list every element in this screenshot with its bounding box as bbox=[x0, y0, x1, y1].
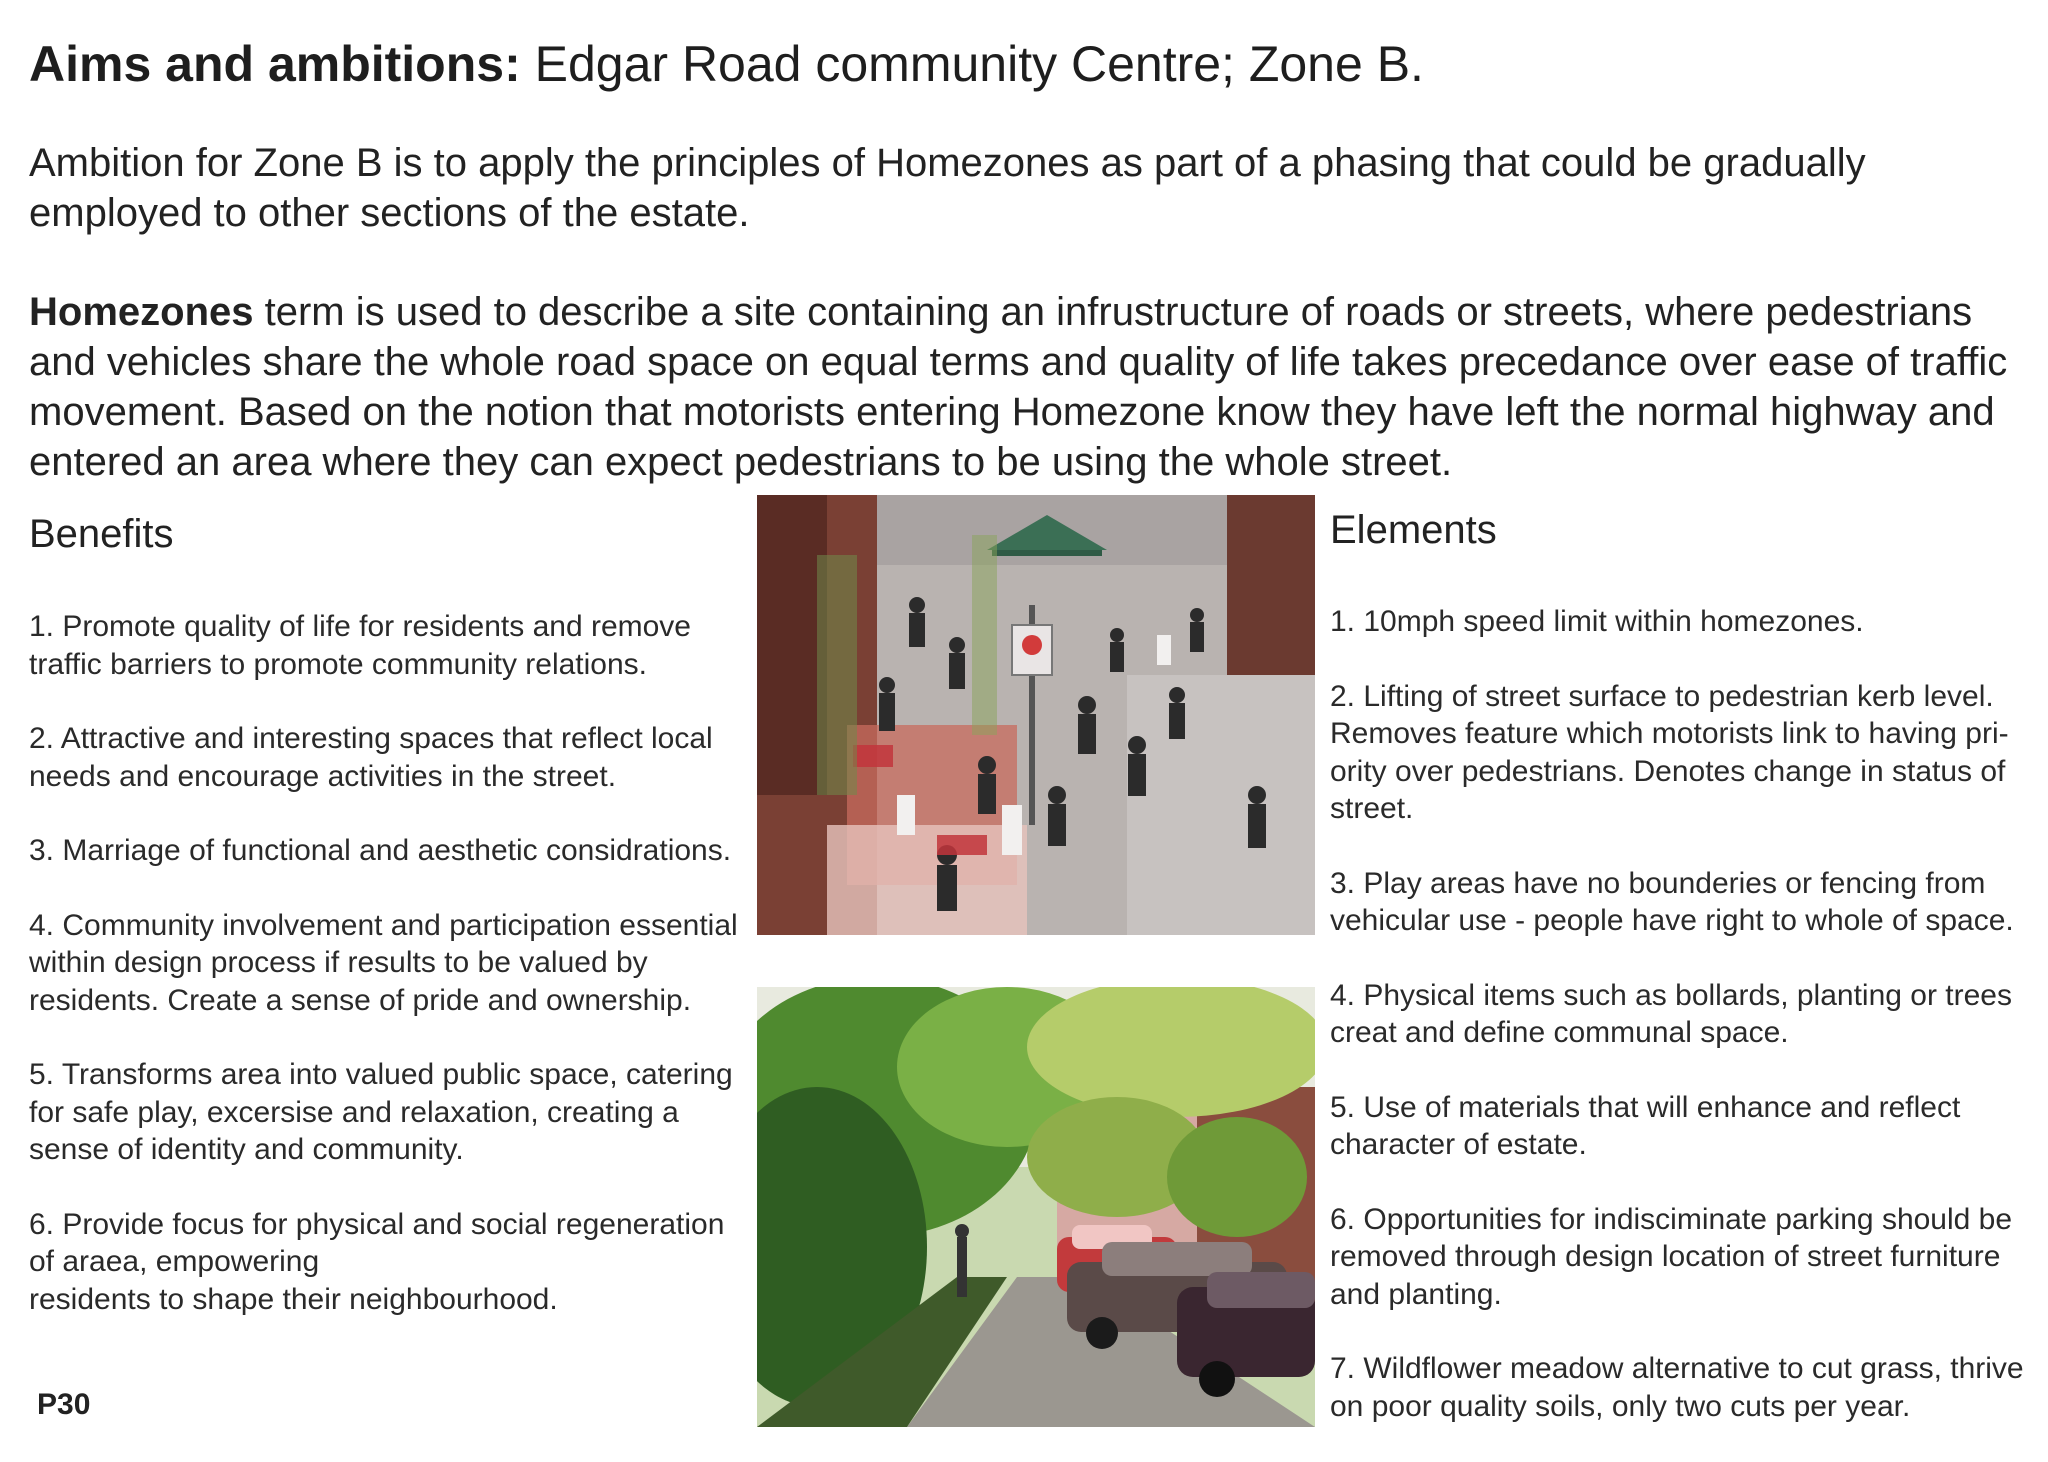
elements-heading: Elements bbox=[1330, 508, 1497, 552]
page-title bbox=[29, 34, 2019, 94]
elements-list bbox=[1330, 603, 2030, 1462]
list-item: 6. Opportunities for indisciminate parking should be removed through design location of street furniture and planting. bbox=[1330, 1202, 2013, 1311]
homezones-term: Homezones bbox=[29, 290, 254, 334]
list-item: 6. Provide focus for physical and social regeneration of araea, empowering residents to shape their neighbourhood. bbox=[29, 1207, 725, 1316]
list-item: 5. Transforms area into valued public space, catering for safe play, excersise and relaxation, creating a sense of identity and community. bbox=[29, 1058, 733, 1166]
list-item: 4. Physical items such as bollards, planting or trees creat and define communal space. bbox=[1330, 978, 2012, 1049]
benefits-list bbox=[29, 608, 749, 1355]
list-item: 1. 10mph speed limit within homezones. bbox=[1330, 605, 1864, 638]
street-festival-photo bbox=[757, 495, 1315, 935]
list-item: 1. Promote quality of life for residents and remove traffic barriers to promote community relations. bbox=[29, 610, 691, 681]
list-item: 3. Play areas have no bounderies or fencing from vehicular use - people have right to whole of space. bbox=[1330, 866, 2014, 937]
list-item: 3. Marriage of functional and aesthetic considrations. bbox=[29, 834, 732, 867]
homezones-definition: term is used to describe a site containing an infrustructure of roads or streets, where pedestrians and vehicles share the whole road space on equal terms and quality of life takes precedance over ease of traffic movement. Based on the notion that motorists entering Homezone know they have left the normal highway and entered an area where they can expect pedestrians to be using the whole street. bbox=[29, 290, 2008, 484]
list-item: 4. Community involvement and participation essential within design process if results to be valued by residents. Create a sense of pride and ownership. bbox=[29, 908, 738, 1017]
page-title-bold: Aims and ambitions: bbox=[29, 36, 521, 92]
list-item: 2. Attractive and interesting spaces that reflect local needs and encourage activities in the street. bbox=[29, 722, 713, 793]
benefits-heading: Benefits bbox=[29, 512, 174, 556]
homezones-paragraph bbox=[29, 287, 2019, 487]
page-title-rest: Edgar Road community Centre; Zone B. bbox=[520, 36, 1424, 92]
tree-lined-street-photo bbox=[757, 987, 1315, 1427]
list-item: 5. Use of materials that will enhance and reflect character of estate. bbox=[1330, 1090, 1961, 1161]
page-number: P30 bbox=[37, 1388, 91, 1421]
intro-paragraph: Ambition for Zone B is to apply the principles of Homezones as part of a phasing that could be gradually employed to other sections of the estate. bbox=[29, 141, 1866, 235]
list-item: 7. Wildflower meadow alternative to cut grass, thrive on poor quality soils, only two cuts per year. bbox=[1330, 1352, 2024, 1423]
list-item: 2. Lifting of street surface to pedestrian kerb level. Removes feature which motorists link to having pri-ority over pedestrians. Denotes change in status of street. bbox=[1330, 679, 2009, 825]
